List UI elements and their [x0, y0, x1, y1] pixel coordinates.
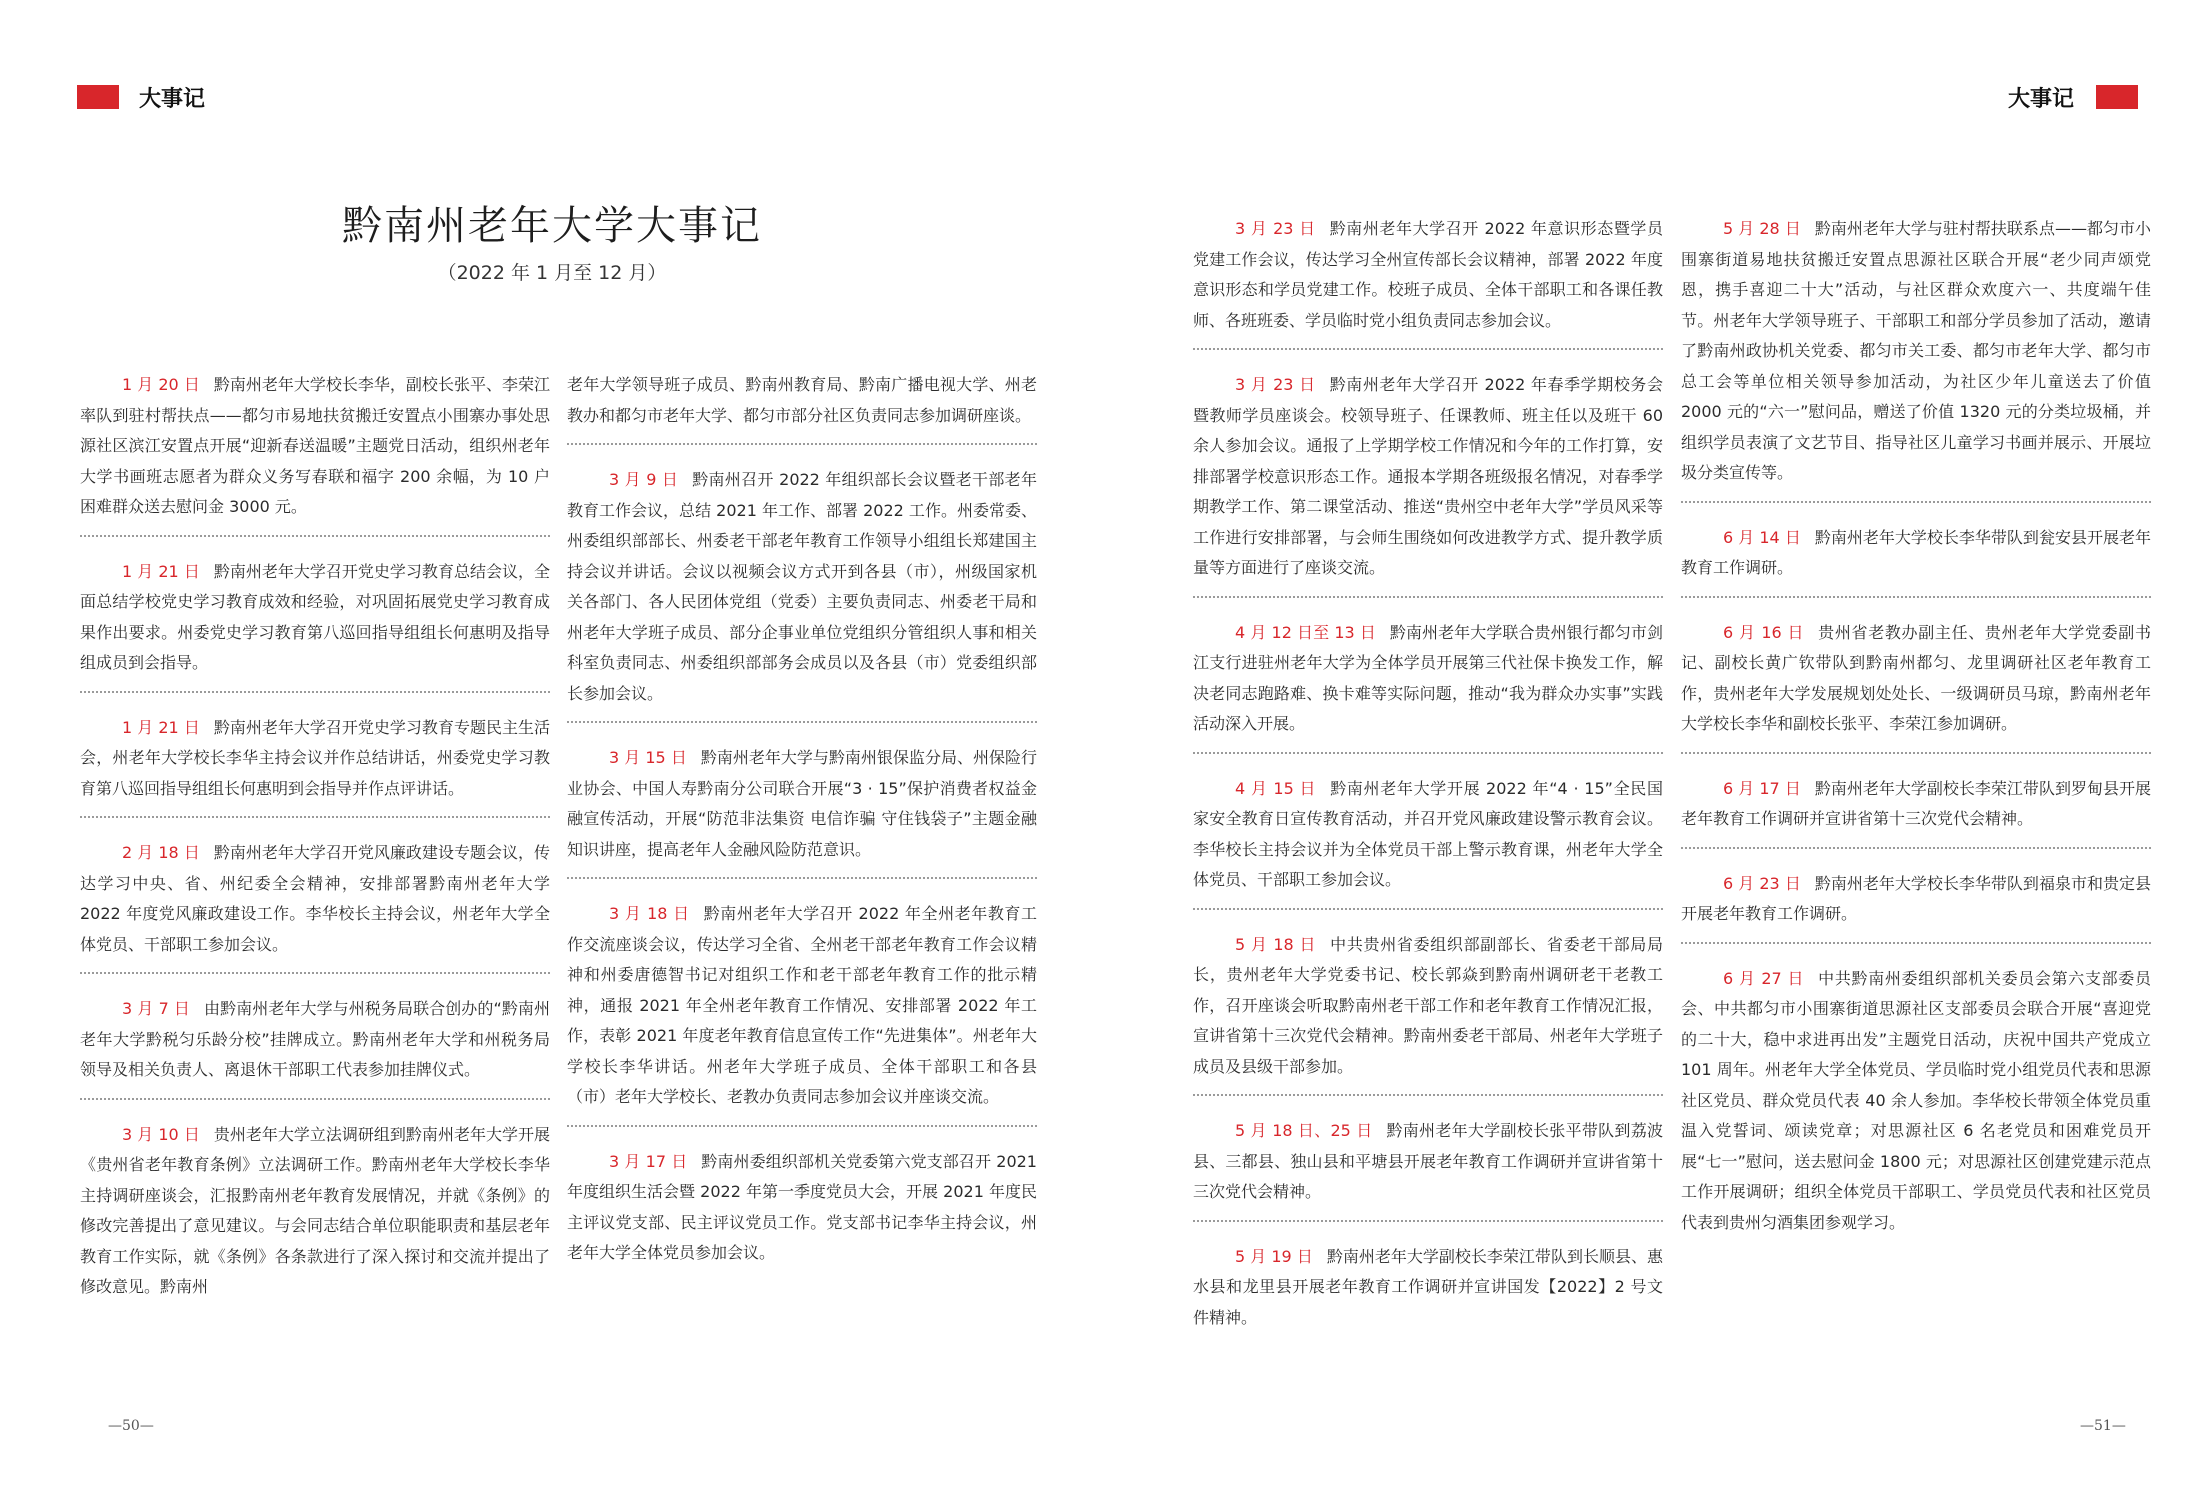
page-number-left: —50—: [108, 1418, 154, 1434]
event-text: 黔南州老年大学联合贵州银行都匀市剑江支行进驻州老年大学为全体学员开展第三代社保卡换发工作，解决老同志跑路难、换卡难等实际问题，推动“我为群众办实事”实践活动深入开展。: [1193, 622, 1663, 733]
event-date: 5 月 18 日: [1235, 934, 1317, 954]
dotted-divider: [567, 721, 1037, 723]
event-entry: [1681, 964, 2151, 1239]
event-text: 黔南州老年大学召开党史学习教育总结会议，全面总结学校党史学习教育成效和经验，对巩固拓展党史学习教育成果作出要求。州委党史学习教育第八巡回指导组组长何惠明及指导组成员到会指导。: [80, 561, 550, 672]
event-text: 黔南州老年大学副校长张平带队到荔波县、三都县、独山县和平塘县开展老年教育工作调研并宣讲省第十三次党代会精神。: [1193, 1121, 1663, 1201]
event-date: 4 月 15 日: [1235, 778, 1317, 798]
event-text: 贵州老年大学立法调研组到黔南州老年大学开展《贵州省老年教育条例》立法调研工作。黔南州老年大学校长李华主持调研座谈会，汇报黔南州老年教育发展情况，并就《条例》的修改完善提出了意见建议。与会同志结合单位职能职责和基层老年教育工作实际，就《条例》各条款进行了深入探讨和交流并提出了修改意见。黔南州: [80, 1124, 550, 1296]
red-bar-marker: [77, 85, 119, 109]
event-entry: [567, 1147, 1037, 1269]
event-text: 黔南州老年大学召开 2022 年春季学期校务会暨教师学员座谈会。校领导班子、任课教师、班主任以及班干 60 余人参加会议。通报了上学期学校工作情况和今年的工作打算，安排部署学校意识形态工作。通报本学期各班级报名情况，对春季学期教学工作、第二课堂活动、推送“贵州空中老年大学”学员风采等工作进行安排部署，与会师生围绕如何改进教学方式、提升教学质量等方面进行了座谈交流。: [1193, 375, 1663, 577]
event-entry: [1193, 930, 1663, 1083]
text-column-1: [80, 370, 550, 1303]
event-text: 由黔南州老年大学与州税务局联合创办的“黔南州老年大学黔税匀乐龄分校”挂牌成立。黔南州老年大学和州税务局领导及相关负责人、离退休干部职工代表参加挂牌仪式。: [80, 999, 550, 1079]
event-entry: [80, 713, 550, 805]
event-text: 黔南州老年大学与黔南州银保监分局、州保险行业协会、中国人寿黔南分公司联合开展“3 · 15”保护消费者权益金融宣传活动，开展“防范非法集资 电信诈骗 守住钱袋子”主题金融知识讲座，提高老年人金融风险防范意识。: [567, 748, 1037, 859]
event-text: 黔南州老年大学与驻村帮扶联系点——都匀市小围寨街道易地扶贫搬迁安置点思源社区联合开展“老少同声颂党恩，携手喜迎二十大”活动，与社区群众欢度六一、共度端午佳节。州老年大学领导班子、干部职工和部分学员参加了活动，邀请了黔南州政协机关党委、都匀市关工委、都匀市老年大学、都匀市总工会等单位相关领导参加活动，为社区少年儿童送去了价值 2000 元的“六一”慰问品，赠送了价值 1320 元的分类垃圾桶，并组织学员表演了文艺节目、指导社区儿童学习书画并展示、开展垃圾分类宣传等。: [1681, 219, 2151, 482]
event-date: 3 月 23 日: [1235, 219, 1316, 238]
event-date: 3 月 17 日: [609, 1151, 688, 1171]
event-entry: [1193, 774, 1663, 896]
dotted-divider: [1681, 752, 2151, 754]
event-date: 3 月 18 日: [609, 904, 690, 923]
dotted-divider: [1681, 847, 2151, 849]
dotted-divider: [1681, 942, 2151, 944]
event-text: 黔南州老年大学副校长李荣江带队到长顺县、惠水县和龙里县开展老年教育工作调研并宣讲国发【2022】2 号文件精神。: [1193, 1246, 1663, 1327]
dotted-divider: [80, 1098, 550, 1100]
text-column-2: [567, 370, 1037, 1269]
section-header-right: [2008, 84, 2138, 110]
event-date: 6 月 23 日: [1723, 873, 1801, 893]
dotted-divider: [1193, 1220, 1663, 1222]
dotted-divider: [1681, 596, 2151, 598]
event-text: 黔南州召开 2022 年组织部长会议暨老干部老年教育工作会议，总结 2021 年工作、部署 2022 工作。州委常委、州委组织部部长、州委老干部老年教育工作领导小组组长郑建国主持会议并讲话。会议以视频会议方式开到各县（市），州级国家机关各部门、各人民团体党组（党委）主要负责同志、州委老干局和州老年大学班子成员、部分企事业单位党组织分管组织人事和相关科室负责同志、州委组织部部务会成员以及各县（市）党委组织部长参加会议。: [567, 470, 1037, 703]
event-date: 3 月 23 日: [1235, 375, 1316, 394]
dotted-divider: [567, 877, 1037, 879]
dotted-divider: [80, 816, 550, 818]
event-date: 5 月 19 日: [1235, 1246, 1313, 1266]
event-date: 5 月 28 日: [1723, 219, 1801, 238]
event-entry: [80, 994, 550, 1086]
event-entry: [567, 899, 1037, 1113]
dotted-divider: [1193, 752, 1663, 754]
event-text: 黔南州老年大学召开党风廉政建设专题会议，传达学习中央、省、州纪委全会精神，安排部署黔南州老年大学 2022 年度党风廉政建设工作。李华校长主持会议，州老年大学全体党员、干部职工参加会议。: [80, 843, 550, 954]
dotted-divider: [1193, 1094, 1663, 1096]
dotted-divider: [1193, 596, 1663, 598]
event-date: 2 月 18 日: [122, 843, 200, 862]
event-date: 3 月 7 日: [122, 999, 191, 1018]
event-text: 老年大学领导班子成员、黔南州教育局、黔南广播电视大学、州老教办和都匀市老年大学、都匀市部分社区负责同志参加调研座谈。: [567, 375, 1037, 425]
event-text: 黔南州老年大学召开党史学习教育专题民主生活会，州老年大学校长李华主持会议并作总结讲话，州委党史学习教育第八巡回指导组组长何惠明到会指导并作点评讲话。: [80, 717, 550, 798]
event-entry: [80, 838, 550, 960]
dotted-divider: [1681, 501, 2151, 503]
event-date: 4 月 12 日至 13 日: [1235, 622, 1376, 642]
event-text: 黔南州老年大学副校长李荣江带队到罗甸县开展老年教育工作调研并宣讲省第十三次党代会精神。: [1681, 778, 2151, 828]
event-text: 中共贵州省委组织部副部长、省委老干部局局长，贵州老年大学党委书记、校长郭焱到黔南州调研老干老教工作，召开座谈会听取黔南州老干部工作和老年教育工作情况汇报，宣讲省第十三次党代会精神。黔南州委老干部局、州老年大学班子成员及县级干部参加。: [1193, 934, 1663, 1076]
event-date: 6 月 14 日: [1723, 527, 1801, 547]
event-entry: [1193, 1242, 1663, 1334]
text-column-3: [1193, 214, 1663, 1333]
event-date: 1 月 21 日: [122, 717, 200, 737]
event-text: 黔南州老年大学召开 2022 年意识形态暨学员党建工作会议，传达学习全州宣传部长会议精神，部署 2022 年度意识形态和学员党建工作。校班子成员、全体干部职工和各课任教师、各班班委、学员临时党小组负责同志参加会议。: [1193, 219, 1663, 330]
page-subtitle: （2022 年 1 月至 12 月）: [437, 262, 667, 284]
dotted-divider: [80, 691, 550, 693]
dotted-divider: [1193, 908, 1663, 910]
event-text: 中共黔南州委组织部机关委员会第六支部委员会、中共都匀市小围寨街道思源社区支部委员会联合开展“喜迎党的二十大，稳中求进再出发”主题党日活动，庆祝中国共产党成立 101 周年。州老年大学全体党员、学员临时党小组党员代表和思源社区党员、群众党员代表 40 余人参加。李华校长带领全体党员重温入党誓词、颂读党章；对思源社区 6 名老党员和困难党员开展“七一”慰问，送去慰问金 1800 元；对思源社区创建党建示范点工作开展调研；组织全体党员干部职工、学员党员代表和社区党员代表到贵州匀酒集团参观学习。: [1681, 968, 2151, 1232]
dotted-divider: [1193, 348, 1663, 350]
event-date: 1 月 20 日: [122, 375, 200, 394]
section-header-left: [77, 84, 205, 110]
event-date: 6 月 16 日: [1723, 622, 1805, 642]
page-number-right: —51—: [2080, 1418, 2126, 1434]
section-label: 大事记: [2007, 86, 2074, 112]
event-entry: [1681, 523, 2151, 584]
event-date: 1 月 21 日: [122, 561, 200, 581]
event-entry: [1193, 370, 1663, 584]
event-entry: [1193, 1116, 1663, 1208]
section-label: 大事记: [139, 86, 206, 112]
event-entry: [1193, 214, 1663, 336]
dotted-divider: [80, 972, 550, 974]
event-entry: [1681, 214, 2151, 489]
event-date: 3 月 9 日: [609, 470, 679, 489]
event-date: 6 月 17 日: [1723, 778, 1801, 798]
page-title: 黔南州老年大学大事记: [342, 203, 762, 249]
dotted-divider: [80, 535, 550, 537]
event-text: 黔南州老年大学校长李华，副校长张平、李荣江率队到驻村帮扶点——都匀市易地扶贫搬迁安置点小围寨办事处思源社区滨江安置点开展“迎新春送温暖”主题党日活动，组织州老年大学书画班志愿者为群众义务写春联和福字 200 余幅，为 10 户困难群众送去慰问金 3000 元。: [80, 375, 550, 516]
event-text: 黔南州老年大学校长李华带队到福泉市和贵定县开展老年教育工作调研。: [1681, 873, 2151, 923]
event-entry: [1681, 618, 2151, 740]
event-entry: [80, 557, 550, 679]
event-entry: [1681, 869, 2151, 930]
dotted-divider: [567, 1125, 1037, 1127]
event-entry: [80, 370, 550, 523]
event-date: 5 月 18 日、25 日: [1235, 1121, 1373, 1140]
event-entry: [567, 370, 1037, 431]
event-date: 3 月 10 日: [122, 1124, 200, 1144]
event-text: 黔南州老年大学开展 2022 年“4 · 15”全民国家安全教育日宣传教育活动，并召开党风廉政建设警示教育会议。李华校长主持会议并为全体党员干部上警示教育课，州老年大学全体党员、干部职工参加会议。: [1193, 778, 1663, 889]
event-entry: [1193, 618, 1663, 740]
event-entry: [1681, 774, 2151, 835]
event-date: 3 月 15 日: [609, 748, 687, 767]
event-text: 黔南州老年大学召开 2022 年全州老年教育工作交流座谈会议，传达学习全省、全州老干部老年教育工作会议精神和州委唐德智书记对组织工作和老干部老年教育工作的批示精神，通报 2021 年全州老年教育工作情况、安排部署 2022 年工作，表彰 2021 年度老年教育信息宣传工作“先进集体”。州老年大学校长李华讲话。州老年大学班子成员、全体干部职工和各县（市）老年大学校长、老教办负责同志参加会议并座谈交流。: [567, 904, 1037, 1106]
red-bar-marker: [2096, 85, 2138, 109]
event-entry: [80, 1120, 550, 1303]
text-column-4: [1681, 214, 2151, 1238]
event-text: 黔南州委组织部机关党委第六党支部召开 2021 年度组织生活会暨 2022 年第一季度党员大会，开展 2021 年度民主评议党支部、民主评议党员工作。党支部书记李华主持会议，州老年大学全体党员参加会议。: [567, 1151, 1037, 1262]
dotted-divider: [567, 443, 1037, 445]
event-text: 贵州省老教办副主任、贵州老年大学党委副书记、副校长黄广钦带队到黔南州都匀、龙里调研社区老年教育工作，贵州老年大学发展规划处处长、一级调研员马琼，黔南州老年大学校长李华和副校长张平、李荣江参加调研。: [1681, 622, 2151, 733]
event-text: 黔南州老年大学校长李华带队到瓮安县开展老年教育工作调研。: [1681, 527, 2151, 577]
event-entry: [567, 465, 1037, 709]
event-entry: [567, 743, 1037, 865]
event-date: 6 月 27 日: [1723, 968, 1805, 988]
